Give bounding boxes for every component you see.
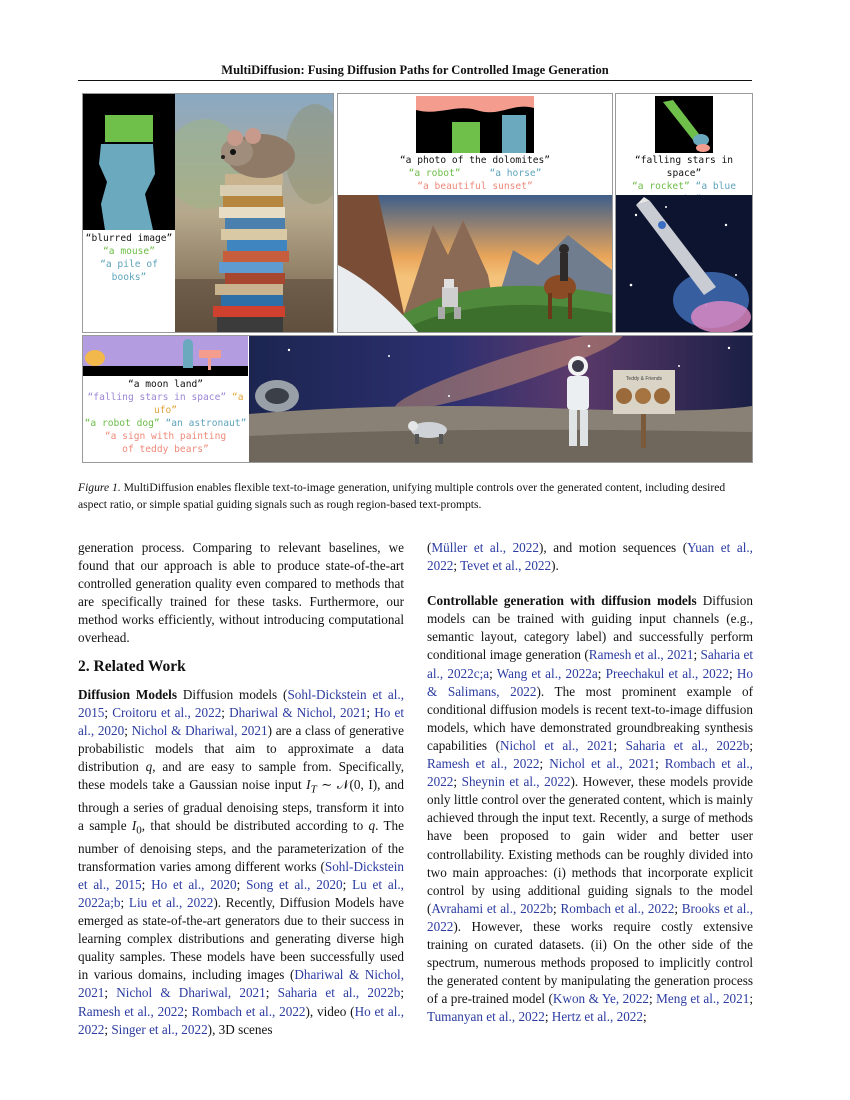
citation[interactable]: Sheynin et al., 2022 [461,774,571,790]
moon-image [249,336,752,462]
diffusion-models-paragraph: Diffusion Models Diffusion models (Sohl-Dickstein et al., 2015; Croitoru et al., 2022; Dhariwal & Nichol, 2021; Ho et al., 2020; Nichol & Dhariwal, 2021) are a class of generative probabilistic models that aim to approximate a data distribution q, and are easy to sample from. Specifically, these models take a Gaussian noise input $I_T$ ∼ 𝒩(0, I), and through a series of gradual denoising steps, transform it into a sample $I_0$, that should be distributed according to q. The number of denoising steps, and the parameterization of the transformation varies among different works (Sohl-Dickstein et al., 2015; Ho et al., 2020; Song et al., 2020; Lu et al., 2022a;b; Liu et al., 2022). Recently, Diffusion Models have emerged as state-of-the-art generators due to their success in learning complex distributions and generating diverse high quality samples. These models have been successfully used in various domains, including images (Dhariwal & Nichol, 2021; Nichol & Dhariwal, 2021; Saharia et al., 2022b; Ramesh et al., 2022; Rombach et al., 2022), video (Ho et al., 2022; Singer et al., 2022), 3D scenes [78,686,405,1037]
citation[interactable]: Saharia et al., 2022b [625,737,750,753]
running-header: MultiDiffusion: Fusing Diffusion Paths for Controlled Image Generation [221,63,609,77]
citation[interactable]: Nichol & Dhariwal, 2021 [131,722,268,738]
citation[interactable]: Nichol et al., 2021 [499,737,614,753]
prompt-moon-land: “a moon land” [127,379,204,390]
caption-text: MultiDiffusion enables flexible text-to-image generation, unifying multiple controls over the generated content, including desired aspect ratio, or simple spatial guiding signals such as rough region-based text-prompts. [78,481,726,511]
citation[interactable]: Ho et al., 2022 [78,1003,404,1037]
dolomites-mask-shapes [416,96,534,153]
sign-label: Teddy & Friends [625,376,663,382]
prompt-a-horse: “a horse” [489,168,542,179]
prompt-robot-dog: “a robot dog” [84,418,160,429]
citation[interactable]: Sohl-Dickstein et al., 2015 [78,686,404,720]
mouse-mask-shapes [83,94,175,230]
citation[interactable]: Saharia et al., 2022c;a [427,647,754,681]
prompt-dolomites: “a photo of the dolomites” [399,155,551,166]
mouse-prompts [83,232,175,284]
citation[interactable]: Müller et al., 2022 [431,540,539,555]
math-noise: I [306,777,311,793]
prompt-a-mouse: “a mouse” [103,246,155,257]
right-column [427,539,753,1026]
citation[interactable]: Tevet et al., 2022 [460,558,552,574]
citation[interactable]: Wang et al., 2022a [496,665,598,681]
citation[interactable]: Saharia et al., 2022b [277,985,401,1001]
para-heading-diffusion: Diffusion Models [78,686,177,702]
rocket-mask [655,96,713,153]
citation[interactable]: Rombach et al., 2022 [427,756,753,790]
citation[interactable]: Nichol & Dhariwal, 2021 [116,985,266,1001]
prompt-a-robot: “a robot” [408,168,461,179]
prompt-sign-teddy: “a sign with painting [104,431,227,442]
figure-caption [78,479,752,513]
citation[interactable]: Ramesh et al., 2022 [427,756,540,772]
ufo-figure [255,380,299,412]
mouse-mask [83,94,175,230]
citation[interactable]: Ho et al., 2020 [78,704,405,738]
citation[interactable]: Meng et al., 2021 [656,991,750,1007]
citation[interactable]: Brooks et al., 2022 [427,900,754,934]
citation[interactable]: Preechakul et al., 2022 [605,665,729,681]
citation[interactable]: Song et al., 2020 [246,876,343,892]
citation[interactable]: Dhariwal & Nichol, 2021 [229,704,367,720]
citation[interactable]: Ramesh et al., 2022 [78,1003,184,1019]
citation[interactable]: Sohl-Dickstein et al., 2015 [78,858,404,892]
rocket-image [616,195,752,332]
prompt-pile-books: “a pile of [100,259,158,270]
prompt-falling-stars: “falling stars in space” [634,155,734,179]
dolomites-image [338,195,612,332]
prompt-beautiful-sunset: “a beautiful sunset” [417,181,533,192]
moon-mask [83,336,248,376]
prompt-blurred-image: “blurred image” [85,233,173,244]
caption-label: Figure 1. [78,481,121,494]
header-rule [78,80,752,81]
citation[interactable]: Yuan et al., 2022 [427,540,753,574]
citation[interactable]: Ho et al., 2020 [151,876,237,892]
rocket-mask-shapes [655,96,713,153]
prompt-sign-teddy-2: of teddy bears” [122,444,209,455]
citation[interactable]: Ramesh et al., 2021 [588,647,694,663]
citation[interactable]: Avrahami et al., 2022b [431,900,554,916]
citation[interactable]: Tumanyan et al., 2022 [427,1009,545,1025]
citation[interactable]: Rombach et al., 2022 [560,900,675,916]
prompt-blue-smoke: “a blue [695,181,736,192]
prompt-a-rocket: “a rocket” [632,181,690,192]
citation[interactable]: Singer et al., 2022 [111,1021,208,1037]
citation[interactable]: Croitoru et al., 2022 [112,704,222,720]
citation[interactable]: Lu et al., 2022a;b [78,876,404,910]
citation[interactable]: Nichol et al., 2021 [549,756,656,772]
dolomites-prompts [337,154,613,193]
continuation-paragraph: (Müller et al., 2022), and motion sequences (Yuan et al., 2022; Tevet et al., 2022). [427,540,753,574]
para-heading-controllable: Controllable generation with diffusion models [427,593,697,609]
prompt-an-astronaut: “an astronaut” [165,418,247,429]
moon-prompts [83,378,248,456]
prompt-falling-stars-space: “falling stars in space” [87,392,227,403]
citation[interactable]: Ho & Salimans, 2022 [427,665,753,699]
citation[interactable]: Liu et al., 2022 [128,894,214,910]
dolomites-mask [416,96,534,153]
citation[interactable]: Dhariwal & Nichol, 2021 [78,967,405,1001]
citation[interactable]: Kwon & Ye, 2022 [552,991,650,1007]
book-stack [213,174,289,332]
section-heading-related-work: 2. Related Work [78,657,186,675]
controllable-generation-paragraph: Controllable generation with diffusion models Diffusion models can be trained with guiding input channels (e.g., semantic layout, category label) and successfully perform conditional image generation (Ramesh et al., 2021; Saharia et al., 2022c;a; Wang et al., 2022a; Preechakul et al., 2022; Ho & Salimans, 2022). The most prominent example of conditional diffusion models is recent text-to-image diffusion models, which have demonstrated groundbreaking synthesis capabilities (Nichol et al., 2021; Saharia et al., 2022b; Ramesh et al., 2022; Nichol et al., 2021; Rombach et al., 2022; Sheynin et al., 2022). However, these models provide only little control over the generated content, which is mainly achieved through the input text. Recently, a surge of methods have been proposed to gain wider and better user controllability. Existing methods can be roughly divided into two main approaches: (i) methods that incorporate explicit control by using additional guiding signals to the model (Avrahami et al., 2022b; Rombach et al., 2022; Brooks et al., 2022). However, these works require costly extensive training on curated datasets. (ii) On the other side of the spectrum, numerous methods proposed to implicitly control the generated content by manipulating the generation process of a pre-trained model (Kwon & Ye, 2022; Meng et al., 2021; Tumanyan et al., 2022; Hertz et al., 2022; [427,593,754,1025]
intro-paragraph: generation process. Comparing to relevant baselines, we found that our approach is able to produce state-of-the-art controlled generation quality even compared to methods that are specifically trained for these tasks. Furthermore, our method works efficiently, without introducing computational overhead. [78,540,404,646]
citation[interactable]: Rombach et al., 2022 [191,1003,306,1019]
prompt-a-ufo: “a ufo” [153,392,244,416]
prompt-pile-books-2: books” [111,272,147,283]
mouse-books-image [175,94,333,332]
left-column [78,539,404,1039]
citation[interactable]: Hertz et al., 2022 [551,1009,643,1025]
moon-mask-shapes [83,336,248,376]
